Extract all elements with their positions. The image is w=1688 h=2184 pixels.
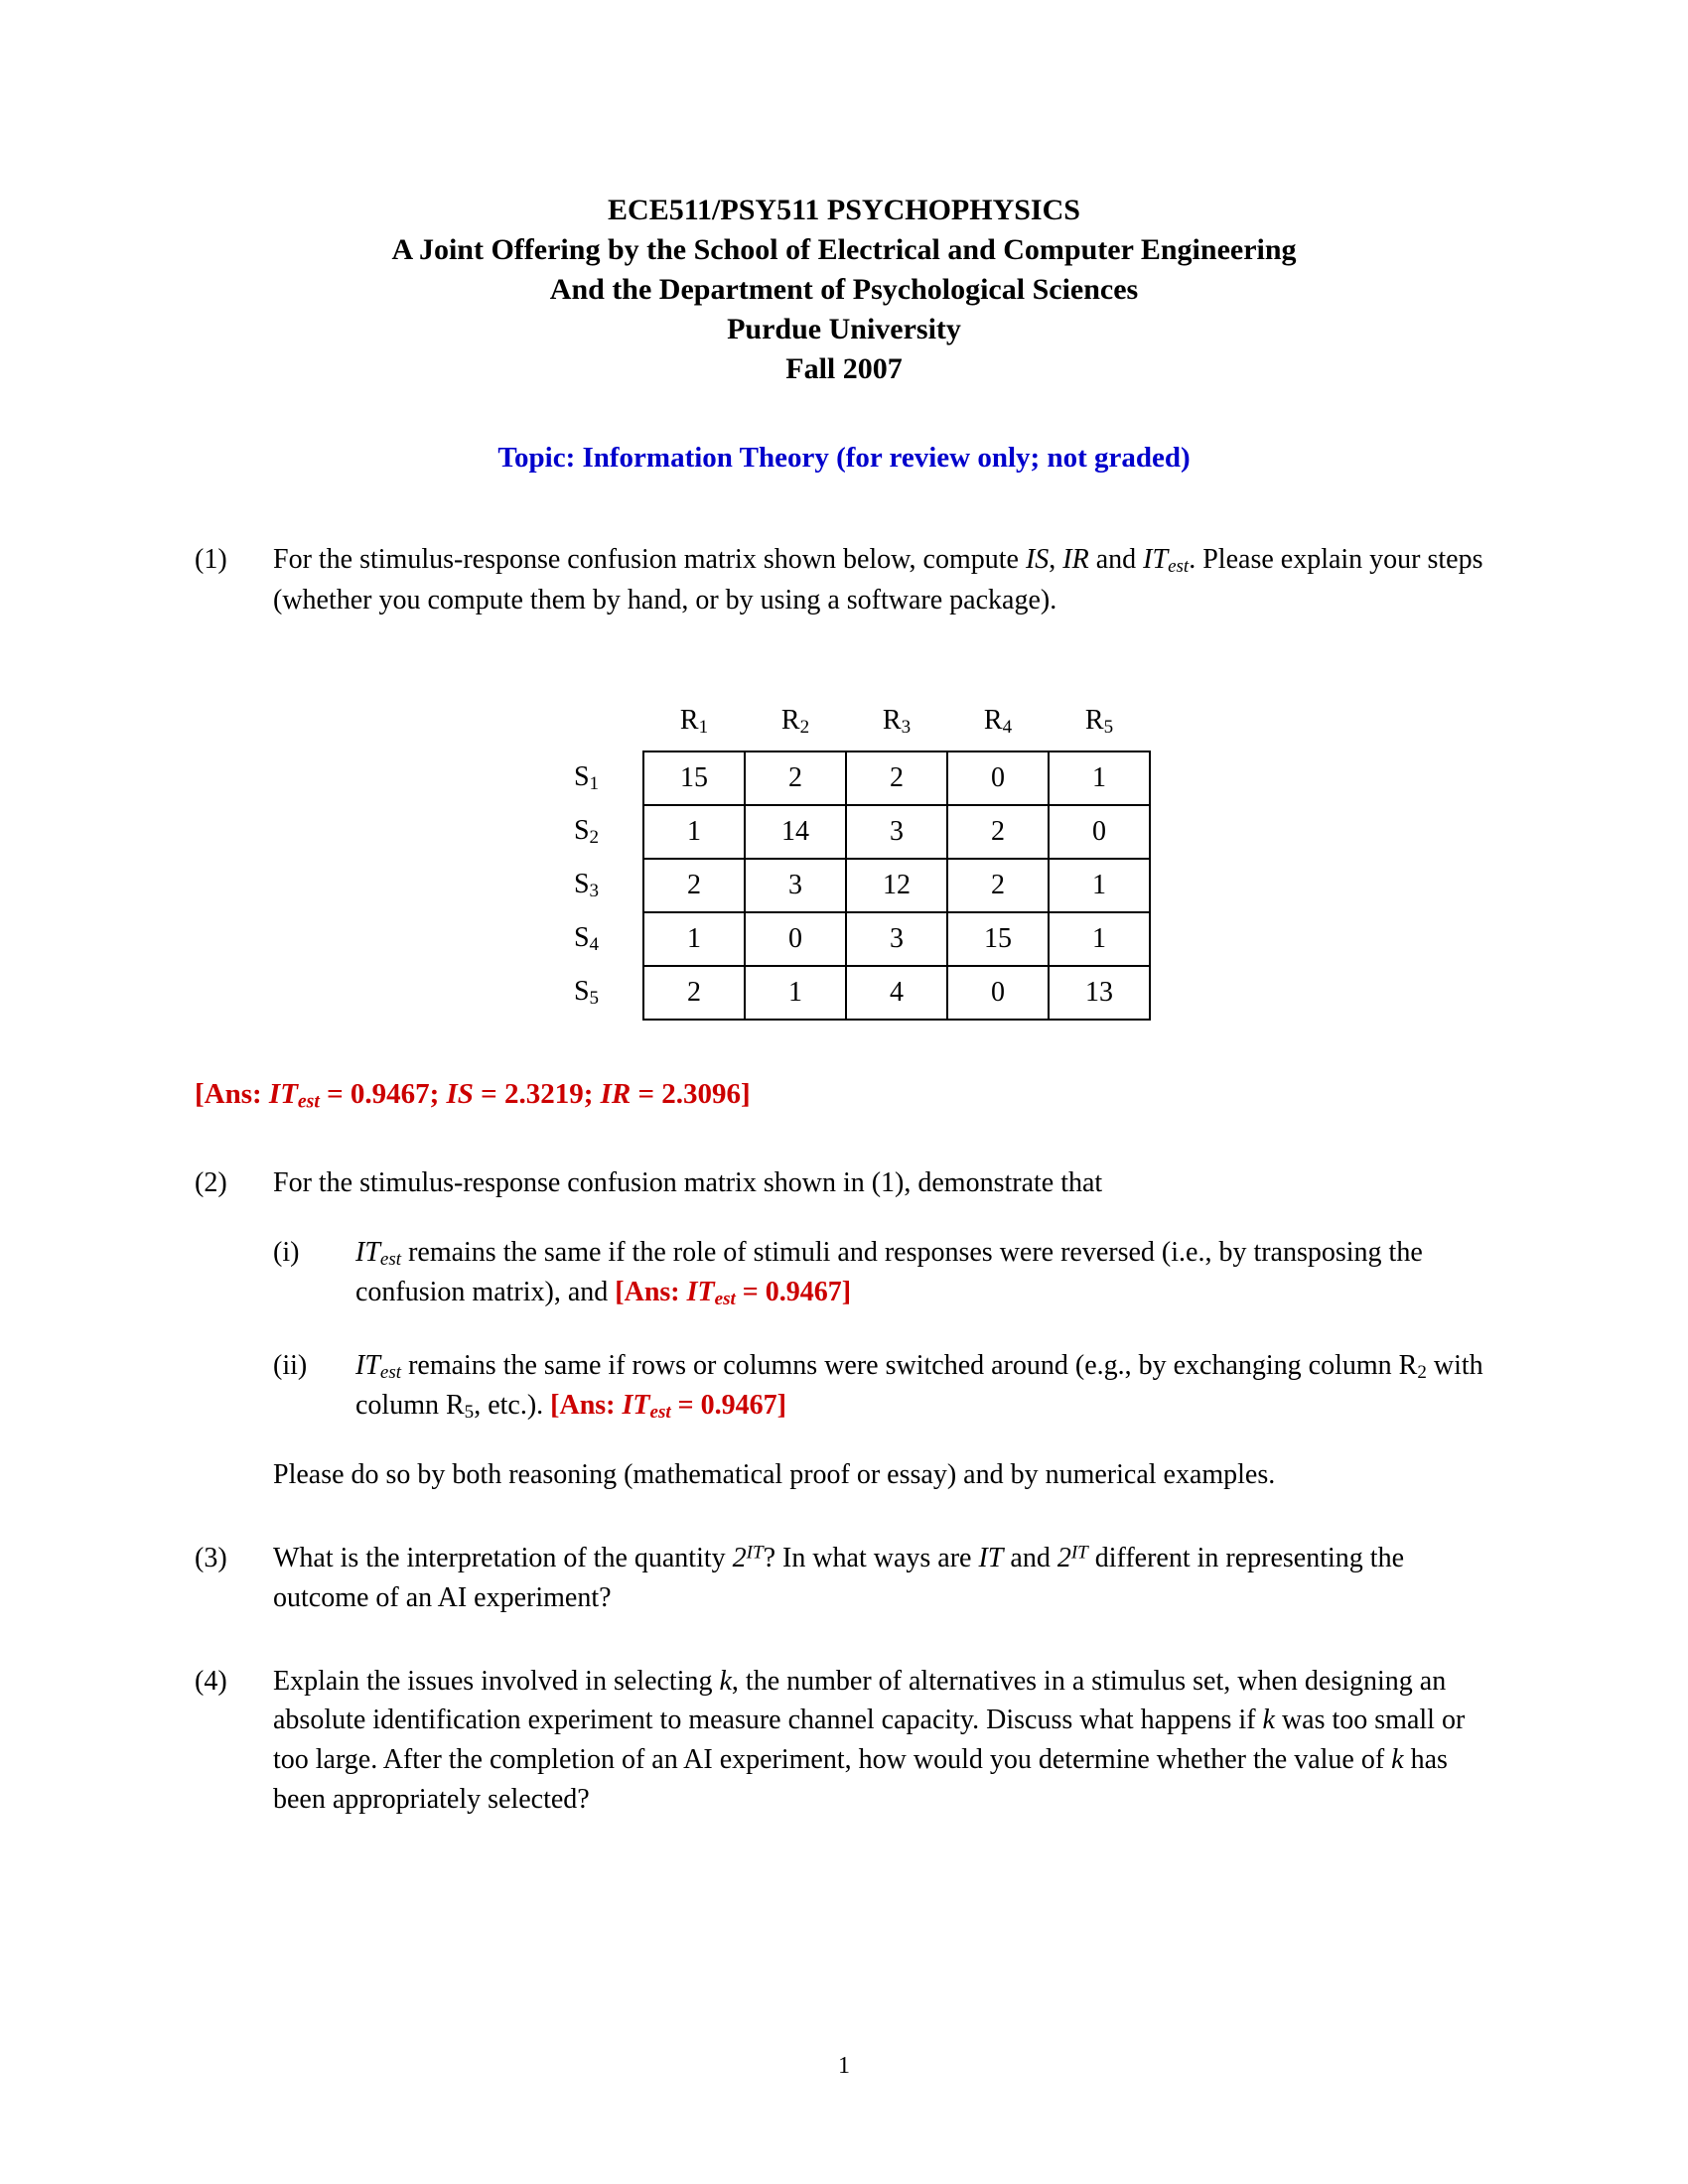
page-number-footer: 1 bbox=[838, 2053, 850, 2079]
question-3-body bbox=[273, 1539, 1499, 1618]
q1-it-label: IT bbox=[1143, 544, 1169, 576]
q3-text-d: different in representing the outcome of an AI experiment? bbox=[273, 1543, 1405, 1613]
question-2 bbox=[195, 1163, 1499, 1495]
col-header-letter: R bbox=[1084, 705, 1104, 737]
q2ii-col-b: 5 bbox=[464, 1402, 475, 1424]
q2i-answer-value: = 0.9467] bbox=[735, 1276, 852, 1307]
q3-text-c: and bbox=[1003, 1543, 1057, 1574]
answer-is-label: IS bbox=[446, 1078, 474, 1111]
matrix-header-row bbox=[552, 685, 1150, 751]
q4-text-a: Explain the issues involved in selecting bbox=[273, 1665, 720, 1697]
q4-k-var-1: k bbox=[719, 1665, 732, 1697]
matrix-cell: 15 bbox=[947, 912, 1049, 966]
q3-power-base: 2 bbox=[732, 1543, 747, 1574]
matrix-cell: 2 bbox=[947, 805, 1049, 859]
q4-k-var-3: k bbox=[1391, 1744, 1404, 1776]
q3-text-b: ? In what ways are bbox=[763, 1543, 979, 1574]
col-header-index: 4 bbox=[1002, 717, 1013, 739]
q2i-answer-it-label: IT bbox=[686, 1276, 715, 1307]
matrix-cell: 0 bbox=[745, 912, 846, 966]
answer-ir-label: IR bbox=[600, 1078, 632, 1111]
matrix-row-header-s3 bbox=[552, 859, 643, 912]
q2ii-it-subscript: est bbox=[379, 1362, 402, 1384]
matrix-cell: 2 bbox=[643, 966, 745, 1020]
matrix-cell: 1 bbox=[1049, 912, 1150, 966]
q1-text-part1: For the stimulus-response confusion matrix shown below, compute bbox=[273, 544, 1026, 576]
matrix-cell: 1 bbox=[643, 805, 745, 859]
question-2-item-ii-body bbox=[355, 1346, 1499, 1426]
matrix-cell: 0 bbox=[947, 966, 1049, 1020]
matrix-cell: 0 bbox=[947, 751, 1049, 805]
answer-line-question-1 bbox=[0, 1078, 1688, 1113]
document-header bbox=[0, 0, 1688, 388]
matrix-row-header-s5 bbox=[552, 966, 643, 1020]
row-header-letter: S bbox=[573, 976, 590, 1008]
col-header-letter: R bbox=[882, 705, 902, 737]
q1-it-subscript: est bbox=[1168, 556, 1190, 578]
q2i-text: remains the same if the role of stimuli and responses were reversed (i.e., by transposing the confusion matrix), and bbox=[355, 1236, 1423, 1307]
col-header-index: 5 bbox=[1103, 717, 1114, 739]
matrix-row-header-s4 bbox=[552, 912, 643, 966]
question-4 bbox=[195, 1662, 1499, 1820]
q1-ir-label: IR bbox=[1062, 544, 1089, 576]
col-header-letter: R bbox=[679, 705, 699, 737]
q1-is-label: IS bbox=[1025, 544, 1050, 576]
question-2-item-i-body bbox=[355, 1233, 1499, 1312]
matrix-cell: 1 bbox=[643, 912, 745, 966]
question-1-body bbox=[273, 540, 1499, 619]
matrix-cell: 13 bbox=[1049, 966, 1150, 1020]
row-header-index: 2 bbox=[589, 827, 600, 849]
q2ii-it-label: IT bbox=[355, 1349, 380, 1381]
matrix-corner-cell bbox=[552, 685, 643, 751]
header-line-department: And the Department of Psychological Sciences bbox=[549, 272, 1139, 306]
confusion-matrix-table bbox=[552, 685, 1151, 1021]
col-header-index: 2 bbox=[799, 717, 810, 739]
matrix-cell: 2 bbox=[947, 859, 1049, 912]
matrix-cell: 1 bbox=[1049, 751, 1150, 805]
matrix-col-header-r1 bbox=[643, 685, 745, 751]
q3-text-a: What is the interpretation of the quantity bbox=[273, 1543, 733, 1574]
matrix-row bbox=[552, 912, 1150, 966]
matrix-cell: 4 bbox=[846, 966, 947, 1020]
question-3 bbox=[195, 1539, 1499, 1618]
answer-prefix: [Ans: bbox=[195, 1078, 269, 1111]
row-header-letter: S bbox=[573, 815, 590, 847]
col-header-letter: R bbox=[780, 705, 800, 737]
q4-text-b: , the number of alternatives in a stimulus set, when designing an absolute identification experiment to measure channel capacity. Discuss what happens if bbox=[273, 1665, 1447, 1736]
row-header-letter: S bbox=[573, 922, 590, 954]
answer-it-value: = 0.9467; bbox=[319, 1078, 447, 1111]
matrix-cell: 1 bbox=[745, 966, 846, 1020]
matrix-row bbox=[552, 751, 1150, 805]
q3-it-label: IT bbox=[978, 1543, 1004, 1574]
row-header-index: 4 bbox=[589, 934, 600, 956]
header-line-term: Fall 2007 bbox=[785, 351, 903, 385]
matrix-cell: 14 bbox=[745, 805, 846, 859]
matrix-cell: 2 bbox=[643, 859, 745, 912]
q2ii-answer bbox=[550, 1390, 786, 1424]
header-line-course: ECE511/PSY511 PSYCHOPHYSICS bbox=[608, 194, 1080, 226]
question-2-item-i-number: (i) bbox=[273, 1236, 300, 1268]
question-2-item-i bbox=[273, 1233, 1499, 1312]
matrix-col-header-r4 bbox=[947, 685, 1049, 751]
row-header-letter: S bbox=[573, 761, 590, 793]
matrix-row-header-s2 bbox=[552, 805, 643, 859]
answer-is-value: = 2.3219; bbox=[473, 1078, 601, 1111]
row-header-index: 5 bbox=[589, 988, 600, 1010]
q3-power-exponent-2: IT bbox=[1070, 1542, 1088, 1564]
q2ii-text-c: , etc.). bbox=[474, 1390, 551, 1422]
question-2-closing: Please do so by both reasoning (mathematical proof or essay) and by numerical examples. bbox=[273, 1459, 1276, 1491]
q2i-answer-it-subscript: est bbox=[714, 1288, 736, 1309]
q4-text-d: has been appropriately selected? bbox=[273, 1744, 1448, 1815]
question-1 bbox=[195, 540, 1499, 619]
col-header-index: 3 bbox=[901, 717, 912, 739]
row-header-index: 1 bbox=[589, 773, 600, 795]
matrix-row bbox=[552, 805, 1150, 859]
q4-text-c: was too small or too large. After the completion of an AI experiment, how would you determine whether the value of bbox=[273, 1705, 1466, 1776]
col-header-index: 1 bbox=[698, 717, 709, 739]
q2ii-answer-it-subscript: est bbox=[649, 1402, 671, 1424]
question-1-number: (1) bbox=[195, 544, 227, 576]
question-4-body bbox=[273, 1662, 1499, 1820]
q1-comma: , bbox=[1049, 544, 1063, 576]
answer-it-subscript: est bbox=[297, 1090, 320, 1113]
matrix-cell: 0 bbox=[1049, 805, 1150, 859]
q2i-it-subscript: est bbox=[379, 1248, 402, 1270]
q1-text-part2: . Please explain your steps (whether you compute them by hand, or by using a software package). bbox=[273, 544, 1483, 615]
matrix-cell: 3 bbox=[846, 912, 947, 966]
q2ii-answer-value: = 0.9467] bbox=[670, 1390, 786, 1422]
matrix-cell: 3 bbox=[846, 805, 947, 859]
matrix-row bbox=[552, 859, 1150, 912]
matrix-col-header-r3 bbox=[846, 685, 947, 751]
matrix-cell: 3 bbox=[745, 859, 846, 912]
matrix-row-header-s1 bbox=[552, 751, 643, 805]
q2i-answer-prefix: [Ans: bbox=[615, 1276, 687, 1307]
q2ii-text-a: remains the same if rows or columns were switched around (e.g., by exchanging column R bbox=[401, 1349, 1418, 1381]
q2ii-col-a: 2 bbox=[1417, 1362, 1427, 1384]
row-header-letter: S bbox=[573, 869, 590, 900]
matrix-cell: 1 bbox=[1049, 859, 1150, 912]
question-2-body: For the stimulus-response confusion matrix shown in (1), demonstrate that bbox=[273, 1166, 1103, 1198]
col-header-letter: R bbox=[983, 705, 1003, 737]
q2ii-answer-it-label: IT bbox=[622, 1390, 650, 1422]
answer-ir-value: = 2.3096] bbox=[631, 1078, 751, 1111]
q2i-it-label: IT bbox=[355, 1236, 380, 1268]
q3-power-base-2: 2 bbox=[1056, 1543, 1071, 1574]
q2ii-answer-prefix: [Ans: bbox=[550, 1390, 623, 1422]
question-2-item-ii-number: (ii) bbox=[273, 1349, 308, 1381]
matrix-cell: 12 bbox=[846, 859, 947, 912]
question-4-number: (4) bbox=[195, 1665, 227, 1697]
matrix-col-header-r2 bbox=[745, 685, 846, 751]
header-line-offering: A Joint Offering by the School of Electrical and Computer Engineering bbox=[391, 232, 1297, 266]
matrix-row bbox=[552, 966, 1150, 1020]
q4-k-var-2: k bbox=[1262, 1705, 1275, 1736]
topic-heading: Topic: Information Theory (for review only; not graded) bbox=[497, 442, 1191, 475]
confusion-matrix-container bbox=[0, 685, 1688, 1021]
q2i-answer bbox=[615, 1277, 851, 1307]
q3-power-exponent: IT bbox=[746, 1542, 764, 1564]
row-header-index: 3 bbox=[589, 881, 600, 902]
matrix-cell: 2 bbox=[846, 751, 947, 805]
q2ii-text-b: with column R bbox=[355, 1349, 1483, 1422]
question-2-item-ii bbox=[273, 1346, 1499, 1426]
matrix-cell: 2 bbox=[745, 751, 846, 805]
matrix-cell: 15 bbox=[643, 751, 745, 805]
header-line-university: Purdue University bbox=[727, 312, 961, 345]
matrix-col-header-r5 bbox=[1049, 685, 1150, 751]
q1-and: and bbox=[1088, 544, 1144, 576]
answer-it-label: IT bbox=[268, 1078, 298, 1111]
question-3-number: (3) bbox=[195, 1543, 227, 1574]
question-2-number: (2) bbox=[195, 1166, 227, 1198]
